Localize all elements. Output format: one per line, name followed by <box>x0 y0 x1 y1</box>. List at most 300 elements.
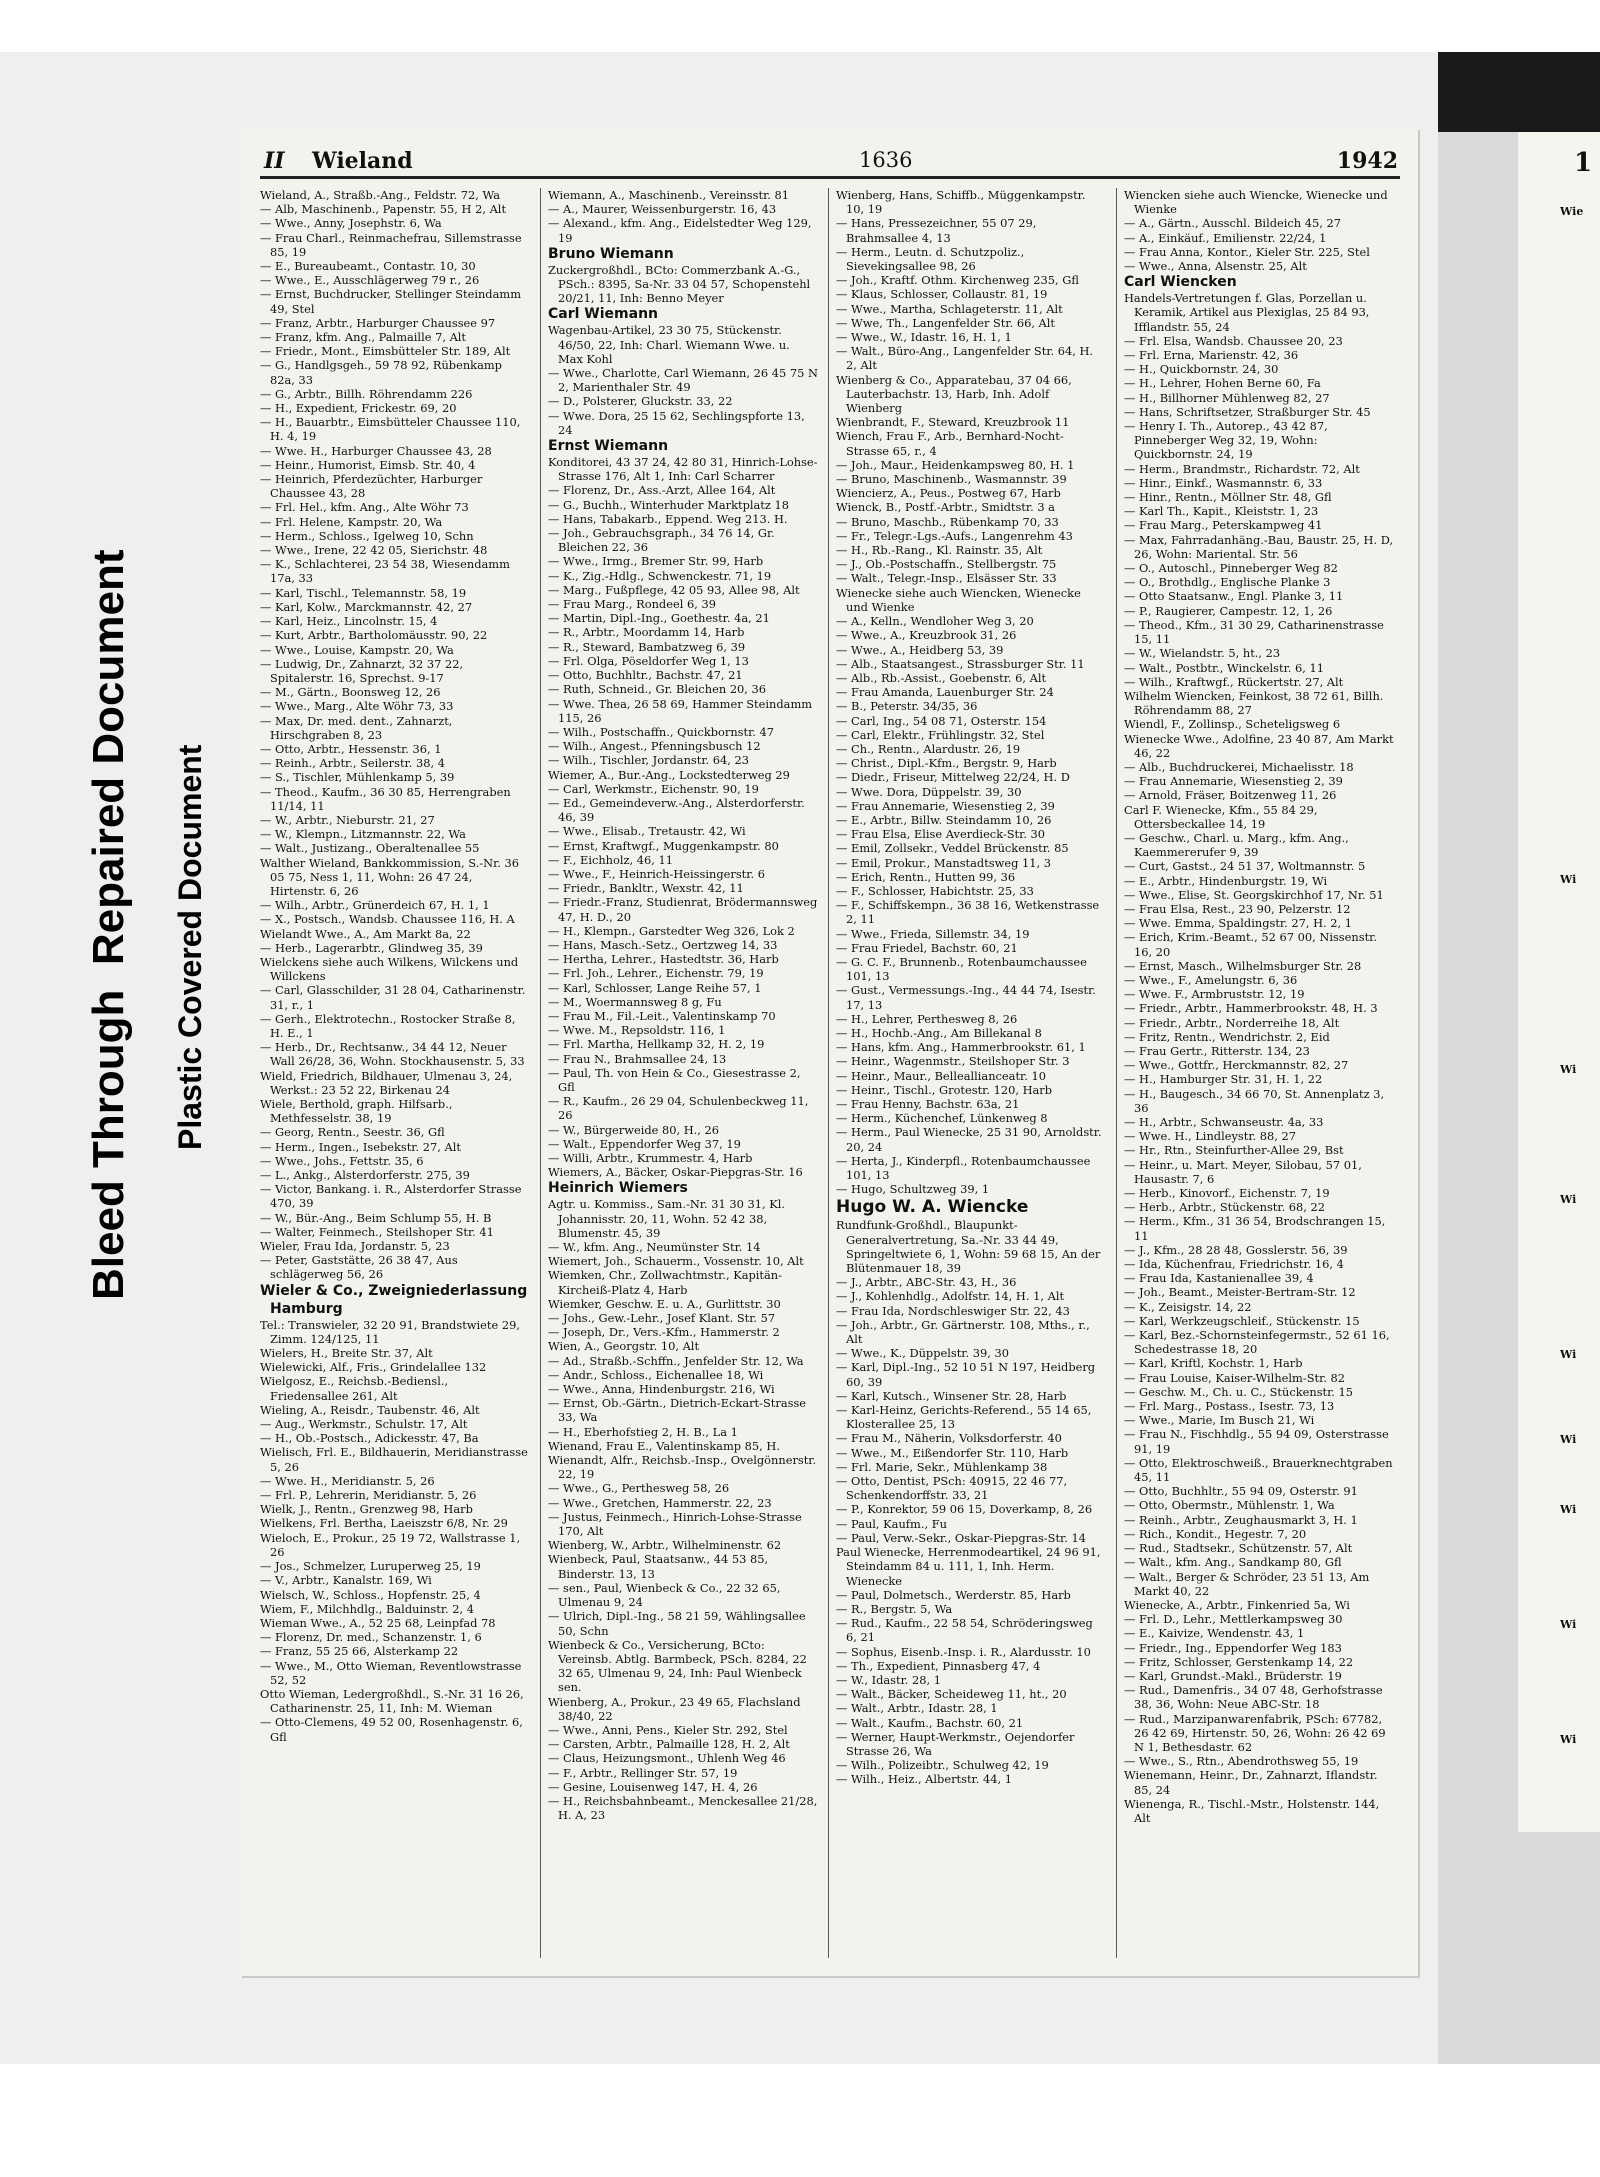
directory-entry: — P., Konrektor, 59 06 15, Doverkamp, 8, 26 <box>836 1502 1093 1517</box>
directory-entry: — Alb., Buchdruckerei, Michaelisstr. 18 <box>1124 759 1354 774</box>
directory-entry: — Wwe, Th., Langenfelder Str. 66, Alt <box>836 315 1056 330</box>
directory-entry: — Ulrich, Dipl.-Ing., 58 21 59, Wählingsallee 50, Schn <box>548 1609 806 1638</box>
directory-entry: — Johs., Gew.-Lehr., Josef Klant. Str. 57 <box>548 1311 776 1326</box>
directory-entry: Wienberg, Hans, Schiffb., Müggenkampstr. 10, 19 <box>836 188 1086 217</box>
directory-entry: — Wwe. Thea, 26 58 69, Hammer Steindamm 115, 26 <box>548 696 813 725</box>
directory-entry: — Franz, Arbtr., Harburger Chaussee 97 <box>260 315 496 330</box>
directory-entry: — Wwe., Irmg., Bremer Str. 99, Harb <box>548 554 764 569</box>
featured-entry: Carl Wiemann <box>548 306 659 323</box>
directory-entry: — J., Kfm., 28 28 48, Gosslerstr. 56, 39 <box>1124 1242 1348 1257</box>
directory-entry: — Heinr., Maur., Belleallianceatr. 10 <box>836 1068 1046 1083</box>
directory-entry: — Emil, Prokur., Manstadtsweg 11, 3 <box>836 855 1052 870</box>
directory-entry: Zuckergroßhdl., BCto: Commerzbank A.-G., PSch.: 8395, Sa-Nr. 33 04 57, Schopenstehl 20/21, 11, Inh: Benno Meyer <box>548 262 811 306</box>
directory-entry: — Wwe., Anna, Alsenstr. 25, Alt <box>1124 259 1307 274</box>
directory-entry: — Wwe., Gottfr., Herckmannstr. 82, 27 <box>1124 1058 1349 1073</box>
directory-entry: Wienenga, R., Tischl.-Mstr., Holstenstr. 144, Alt <box>1124 1796 1380 1825</box>
directory-entry: — J., Arbtr., ABC-Str. 43, H., 36 <box>836 1275 1017 1290</box>
directory-entry: — Herm., Kfm., 31 36 54, Brodschrangen 15, 11 <box>1124 1214 1386 1243</box>
directory-entry: — Joh., Beamt., Meister-Bertram-Str. 12 <box>1124 1285 1356 1300</box>
directory-entry: — Friedr., Mont., Eimsbütteler Str. 189, Alt <box>260 344 511 359</box>
directory-entry: — Wwe. Dora, 25 15 62, Sechlingspforte 13, 24 <box>548 408 805 437</box>
directory-entry: — Karl, Kolw., Marckmannstr. 42, 27 <box>260 599 473 614</box>
directory-entry: — Ch., Rentn., Alardustr. 26, 19 <box>836 741 1021 756</box>
directory-entry: Wien, A., Georgstr. 10, Alt <box>548 1339 700 1354</box>
directory-entry: — H., Klempn., Garstedter Weg 326, Lok 2 <box>548 923 795 938</box>
column-divider <box>1116 188 1117 1958</box>
directory-entry: — Emil, Zollsekr., Veddel Brückenstr. 85 <box>836 841 1069 856</box>
directory-entry: — H., Quickbornstr. 24, 30 <box>1124 362 1279 377</box>
directory-entry: — Walt., Kaufm., Bachstr. 60, 21 <box>836 1715 1024 1730</box>
directory-entry: — A., Einkäuf., Emilienstr. 22/24, 1 <box>1124 230 1327 245</box>
adjacent-page-fragment: Wi <box>1560 1348 1577 1361</box>
directory-entry: — E., Arbtr., Billw. Steindamm 10, 26 <box>836 812 1052 827</box>
directory-entry: Wiemann, A., Maschinenb., Vereinsstr. 81 <box>548 188 789 202</box>
directory-entry: Wienberg, A., Prokur., 23 49 65, Flachsland 38/40, 22 <box>548 1694 801 1723</box>
directory-entry: — Hans, Masch.-Setz., Oertzweg 14, 33 <box>548 937 778 952</box>
directory-entry: — Heinrich, Pferdezüchter, Harburger Chaussee 43, 28 <box>260 472 483 501</box>
directory-entry: — Frau M., Fil.-Leit., Valentinskamp 70 <box>548 1008 776 1023</box>
directory-entry: — Claus, Heizungsmont., Uhlenh Weg 46 <box>548 1751 786 1766</box>
directory-entry: — Franz, kfm. Ang., Palmaille 7, Alt <box>260 330 467 345</box>
directory-entry: — Paul, Verw.-Sekr., Oskar-Piepgras-Str. 14 <box>836 1530 1086 1545</box>
directory-entry: — Alexand., kfm. Ang., Eidelstedter Weg 129, 19 <box>548 216 812 245</box>
directory-entry: — E., Kaivize, Wendenstr. 43, 1 <box>1124 1626 1305 1641</box>
volume-number: II <box>264 148 285 174</box>
directory-entry: — Carl, Glasschilder, 31 28 04, Catharinenstr. 31, r., 1 <box>260 983 526 1012</box>
directory-entry: — Fr., Telegr.-Lgs.-Aufs., Langenrehm 43 <box>836 528 1073 543</box>
directory-entry: — Hans, Pressezeichner, 55 07 29, Brahmsallee 4, 13 <box>836 216 1037 245</box>
directory-entry: — Herm., Leutn. d. Schutzpoliz., Sievekingsallee 98, 26 <box>836 244 1025 274</box>
directory-entry: — Reinh., Arbtr., Zeughausmarkt 3, H. 1 <box>1124 1512 1358 1527</box>
directory-entry: — O., Autoschl., Pinneberger Weg 82 <box>1124 561 1338 576</box>
column-3 <box>836 188 1106 1958</box>
directory-entry: — Karl, Werkzeugschleif., Stückenstr. 15 <box>1124 1313 1360 1328</box>
directory-entry: — Florenz, Dr. med., Schanzenstr. 1, 6 <box>260 1630 482 1645</box>
directory-entry: — Hans, kfm. Ang., Hammerbrookstr. 61, 1 <box>836 1040 1086 1055</box>
directory-entry: — Frl. Hel., kfm. Ang., Alte Wöhr 73 <box>260 500 469 515</box>
directory-entry: — Frau Ida, Nordschleswiger Str. 22, 43 <box>836 1303 1070 1318</box>
directory-entry: — K., Zig.-Hdlg., Schwenckestr. 71, 19 <box>548 568 772 583</box>
directory-entry: — W., Idastr. 28, 1 <box>836 1672 942 1687</box>
directory-entry: — Erich, Rentn., Hutten 99, 36 <box>836 869 1016 884</box>
directory-entry: — Otto, Arbtr., Hessenstr. 36, 1 <box>260 741 442 756</box>
plastic-covered-label: Plastic Covered Document <box>172 744 208 1150</box>
directory-entry: — Ludwig, Dr., Zahnarzt, 32 37 22, Spitalerstr. 16, Sprechst. 9-17 <box>260 656 464 685</box>
directory-entry: — Friedr., Arbtr., Hammerbrookstr. 48, H. 3 <box>1124 1001 1378 1016</box>
directory-entry: — Karl-Heinz, Gerichts-Referend., 55 14 65, Klosterallee 25, 13 <box>836 1403 1092 1432</box>
directory-entry: — Theod., Kfm., 31 30 29, Catharinenstrasse 15, 11 <box>1124 617 1384 647</box>
directory-entry: — Walt., Eppendorfer Weg 37, 19 <box>548 1136 741 1151</box>
directory-entry: — H., Eberhofstieg 2, H. B., La 1 <box>548 1424 738 1439</box>
directory-entry: Wieland, A., Straßb.-Ang., Feldstr. 72, Wa <box>260 188 501 202</box>
directory-entry: — Frl. D., Lehr., Mettlerkampsweg 30 <box>1124 1612 1343 1627</box>
directory-entry: — F., Eichholz, 46, 11 <box>548 852 673 867</box>
directory-entry: — Hugo, Schultzweg 39, 1 <box>836 1182 990 1197</box>
directory-entry: — Wwe., G., Perthesweg 58, 26 <box>548 1481 730 1496</box>
directory-entry: — Frau Ida, Kastanienallee 39, 4 <box>1124 1271 1314 1286</box>
directory-entry: — Curt, Gastst., 24 51 37, Woltmannstr. 5 <box>1124 859 1366 874</box>
featured-entry: Bruno Wiemann <box>548 245 674 262</box>
adjacent-page-fragment: Wi <box>1560 1618 1577 1631</box>
directory-entry: — A., Gärtn., Ausschl. Bildeich 45, 27 <box>1124 216 1341 231</box>
directory-entry: — Herb., Arbtr., Stückenstr. 68, 22 <box>1124 1200 1326 1215</box>
directory-entry: Wienbrandt, F., Steward, Kreuzbrook 11 <box>836 415 1070 430</box>
directory-entry: — Wwe., Irene, 22 42 05, Sierichstr. 48 <box>260 543 488 558</box>
directory-entry: — Geschw. M., Ch. u. C., Stückenstr. 15 <box>1124 1384 1354 1399</box>
directory-entry: — Wwe., K., Düppelstr. 39, 30 <box>836 1346 1009 1361</box>
directory-entry: Wiemer, A., Bur.-Ang., Lockstedterweg 29 <box>548 767 790 782</box>
directory-entry: — H., Billhorner Mühlenweg 82, 27 <box>1124 390 1330 405</box>
directory-entry: — O., Brothdlg., Englische Planke 3 <box>1124 575 1331 590</box>
directory-entry: — H., Hamburger Str. 31, H. 1, 22 <box>1124 1072 1323 1087</box>
directory-entry: — Frau M., Näherin, Volksdorferstr. 40 <box>836 1431 1062 1446</box>
directory-entry: — Wwe. Dora, Düppelstr. 39, 30 <box>836 784 1022 799</box>
directory-entry: — Frau Charl., Reinmachefrau, Sillemstrasse 85, 19 <box>260 230 522 259</box>
featured-entry: Heinrich Wiemers <box>548 1180 688 1197</box>
directory-entry: Wieman Wwe., A., 52 25 68, Leinpfad 78 <box>260 1615 496 1630</box>
directory-entry: Wienecke Wwe., Adolfine, 23 40 87, Am Markt 46, 22 <box>1124 731 1394 760</box>
directory-entry: — Franz, 55 25 66, Alsterkamp 22 <box>260 1644 459 1659</box>
directory-entry: — Alb, Maschinenb., Papenstr. 55, H 2, Alt <box>260 202 507 217</box>
directory-entry: — Herta, J., Kinderpfl., Rotenbaumchaussee 101, 13 <box>836 1153 1091 1183</box>
directory-entry: — Frl. Erna, Marienstr. 42, 36 <box>1124 348 1299 363</box>
directory-entry: Wiemers, A., Bäcker, Oskar-Piepgras-Str. 16 <box>548 1165 803 1180</box>
directory-entry: Tel.: Transwieler, 32 20 91, Brandstwiete 29, Zimm. 124/125, 11 <box>260 1317 520 1346</box>
directory-entry: — Karl, Dipl.-Ing., 52 10 51 N 197, Heidberg 60, 39 <box>836 1360 1096 1389</box>
directory-entry: — W., Bür.-Ang., Beim Schlump 55, H. B <box>260 1210 492 1225</box>
directory-entry: Wiencierz, A., Peus., Postweg 67, Harb <box>836 486 1061 501</box>
directory-entry: — R., Steward, Bambatzweg 6, 39 <box>548 639 746 654</box>
directory-entry: — Rich., Kondit., Hegestr. 7, 20 <box>1124 1526 1307 1541</box>
directory-entry: — Herb., Kinovorf., Eichenstr. 7, 19 <box>1124 1186 1330 1201</box>
directory-entry: — R., Bergstr. 5, Wa <box>836 1601 953 1616</box>
directory-entry: — Joh., Maur., Heidenkampsweg 80, H. 1 <box>836 457 1075 472</box>
directory-entry: — Wwe., Frieda, Sillemstr. 34, 19 <box>836 926 1030 941</box>
directory-entry: — Wwe. H., Harburger Chaussee 43, 28 <box>260 443 492 458</box>
directory-entry: Handels-Vertretungen f. Glas, Porzellan u. Keramik, Artikel aus Plexiglas, 25 84 93, Ifflandstr. 55, 24 <box>1124 291 1370 334</box>
directory-entry: — Gerh., Elektrotechn., Rostocker Straße 8, H. E., 1 <box>260 1011 516 1040</box>
directory-entry: — Hans, Tabakarb., Eppend. Weg 213. H. <box>548 511 788 526</box>
directory-entry: — Frau Annemarie, Wiesenstieg 2, 39 <box>836 798 1055 813</box>
directory-entry: — W., Bürgerweide 80, H., 26 <box>548 1122 720 1137</box>
directory-entry: Wielsch, W., Schloss., Hopfenstr. 25, 4 <box>260 1587 481 1602</box>
header-rule <box>260 176 1400 179</box>
directory-entry: — H., Arbtr., Schwanseustr. 4a, 33 <box>1124 1115 1324 1129</box>
directory-entry: Wiench, Frau F., Arb., Bernhard-Nocht-Strasse 65, r., 4 <box>836 429 1064 458</box>
directory-entry: — Th., Expedient, Pinnasberg 47, 4 <box>836 1658 1041 1673</box>
directory-entry: — Karl, Kutsch., Winsener Str. 28, Harb <box>836 1388 1067 1403</box>
directory-entry: — Marg., Fußpflege, 42 05 93, Allee 98, Alt <box>548 582 800 597</box>
adjacent-page-fragment: Wi <box>1560 873 1577 886</box>
directory-entry: — F., Schiffskempn., 36 38 16, Wetkenstrasse 2, 11 <box>836 898 1100 927</box>
directory-entry: — Otto-Clemens, 49 52 00, Rosenhagenstr. 6, Gfl <box>260 1715 523 1744</box>
directory-entry: — A., Maurer, Weissenburgerstr. 16, 43 <box>548 202 777 217</box>
directory-entry: — Alb., Rb.-Assist., Goebenstr. 6, Alt <box>836 670 1047 685</box>
directory-entry: — Rud., Marzipanwarenfabrik, PSch: 67782, 26 42 69, Hirtenstr. 50, 26, Wohn: 26 42 69 N 1, Bethesdastr. 62 <box>1124 1711 1386 1754</box>
directory-entry: Wiencken siehe auch Wiencke, Wienecke und Wienke <box>1124 188 1388 217</box>
directory-entry: — Wwe., Marg., Alte Wöhr 73, 33 <box>260 699 454 714</box>
directory-entry: — Ad., Straßb.-Schffn., Jenfelder Str. 12, Wa <box>548 1353 804 1368</box>
directory-entry: — Bruno, Maschb., Rübenkamp 70, 33 <box>836 514 1059 529</box>
directory-entry: — Ida, Küchenfrau, Friedrichstr. 16, 4 <box>1124 1257 1344 1272</box>
directory-entry: Wiemker, Geschw. E. u. A., Gurlittstr. 30 <box>548 1296 781 1311</box>
directory-entry: — Wwe., Anna, Hindenburgstr. 216, Wi <box>548 1382 775 1397</box>
directory-entry: — Werner, Haupt-Werkmstr., Oejendorfer Strasse 26, Wa <box>836 1729 1075 1758</box>
directory-entry: Wiemert, Joh., Schauerm., Vossenstr. 10, Alt <box>548 1254 804 1269</box>
directory-entry: — Victor, Bankang. i. R., Alsterdorfer Strasse 470, 39 <box>260 1182 522 1211</box>
directory-entry: — Frau Marg., Rondeel 6, 39 <box>548 597 716 612</box>
directory-entry: Wienck, B., Postf.-Arbtr., Smidtstr. 3 a <box>836 500 1055 515</box>
directory-entry: — R., Kaufm., 26 29 04, Schulenbeckweg 11, 26 <box>548 1094 809 1123</box>
directory-entry: — Wwe. F., Armbruststr. 12, 19 <box>1124 987 1305 1002</box>
directory-entry: — Carl, Ing., 54 08 71, Osterstr. 154 <box>836 713 1047 728</box>
directory-entry: — Herm., Küchenchef, Lünkenweg 8 <box>836 1111 1048 1126</box>
directory-entry: — Friedr., Bankltr., Wexstr. 42, 11 <box>548 881 744 896</box>
directory-entry: — Heinr., Wagenmstr., Steilshoper Str. 3 <box>836 1054 1070 1069</box>
directory-entry: Wiem, F., Milchhdlg., Balduinstr. 2, 4 <box>260 1601 475 1616</box>
directory-entry: — Ernst, Ob.-Gärtn., Dietrich-Eckart-Strasse 33, Wa <box>548 1396 807 1425</box>
directory-entry: Wielewicki, Alf., Fris., Grindelallee 132 <box>260 1360 487 1375</box>
bleed-through-label <box>84 549 134 1300</box>
directory-entry: Wielckens siehe auch Wilkens, Wilckens und Willckens <box>260 954 519 984</box>
directory-entry: — Carl, Elektr., Frühlingstr. 32, Stel <box>836 727 1045 742</box>
directory-entry: Wiele, Berthold, graph. Hilfsarb., Methfesselstr. 38, 19 <box>260 1097 453 1126</box>
directory-entry: — Wilh., Postschaffn., Quickbornstr. 47 <box>548 724 775 739</box>
directory-entry: — Wwe., Anny, Josephstr. 6, Wa <box>260 216 442 231</box>
column-4 <box>1124 188 1394 1958</box>
directory-entry: — Frau N., Brahmsallee 24, 13 <box>548 1051 727 1066</box>
directory-entry: Wienandt, Alfr., Reichsb.-Insp., Ovelgönnerstr. 22, 19 <box>548 1453 817 1482</box>
directory-entry: — Wwe., E., Ausschlägerweg 79 r., 26 <box>260 273 480 288</box>
directory-entry: — Wwe., Marie, Im Busch 21, Wi <box>1124 1413 1315 1428</box>
directory-entry: — Paul, Th. von Hein & Co., Giesestrasse 2, Gfl <box>548 1065 801 1094</box>
directory-entry: Wielgosz, E., Reichsb.-Bediensl., Friedensallee 261, Alt <box>260 1374 449 1403</box>
directory-entry: Otto Wieman, Ledergroßhdl., S.-Nr. 31 16 26, Catharinenstr. 25, 11, Inh: M. Wieman <box>260 1686 524 1716</box>
adjacent-page-fragment: Wi <box>1560 1733 1577 1746</box>
directory-entry: — Karl Th., Kapit., Kleiststr. 1, 23 <box>1124 504 1319 519</box>
directory-entry: — Herm., Paul Wienecke, 25 31 90, Arnoldstr. 20, 24 <box>836 1125 1102 1154</box>
directory-entry: — Hans, Schriftsetzer, Straßburger Str. 45 <box>1124 404 1371 419</box>
directory-entry: Wieler, Frau Ida, Jordanstr. 5, 23 <box>260 1239 450 1254</box>
directory-entry: — Rud., Kaufm., 22 58 54, Schröderingsweg 6, 21 <box>836 1616 1093 1645</box>
directory-entry: Wielk, J., Rentn., Grenzweg 98, Harb <box>260 1502 473 1517</box>
directory-entry: — Frau Elsa, Rest., 23 90, Pelzerstr. 12 <box>1124 901 1351 916</box>
directory-entry: Wielkens, Frl. Bertha, Laeiszstr 6/8, Nr. 29 <box>260 1516 508 1531</box>
directory-entry: — Florenz, Dr., Ass.-Arzt, Allee 164, Alt <box>548 483 776 498</box>
directory-entry: Paul Wienecke, Herrenmodeartikel, 24 96 91, Steindamm 84 u. 111, 1, Inh. Herm. Wienecke <box>836 1545 1101 1588</box>
directory-entry: — H., Baugesch., 34 66 70, St. Annenplatz 3, 36 <box>1124 1086 1385 1115</box>
directory-entry: — P., Raugierer, Campestr. 12, 1, 26 <box>1124 603 1333 618</box>
directory-entry: — Ruth, Schneid., Gr. Bleichen 20, 36 <box>548 682 767 697</box>
adjacent-page <box>1518 132 1600 1832</box>
directory-entry: Konditorei, 43 37 24, 42 80 31, Hinrich-Lohse-Strasse 176, Alt 1, Inh: Carl Scharrer <box>548 455 818 484</box>
directory-entry: — Ernst, Kraftwgf., Muggenkampstr. 80 <box>548 838 779 853</box>
directory-entry: Wagenbau-Artikel, 23 30 75, Stückenstr. 46/50, 22, Inh: Charl. Wiemann Wwe. u. Max Kohl <box>548 323 790 366</box>
directory-entry: — G., Arbtr., Billh. Röhrendamm 226 <box>260 386 473 401</box>
directory-entry: — Wwe., F., Amelungstr. 6, 36 <box>1124 972 1298 987</box>
directory-entry: — Wwe., Johs., Fettstr. 35, 6 <box>260 1153 424 1168</box>
directory-entry: — G., Buchh., Winterhuder Marktplatz 18 <box>548 497 790 512</box>
directory-entry: — Frl. Helene, Kampstr. 20, Wa <box>260 514 443 529</box>
directory-entry: — Walt., Telegr.-Insp., Elsässer Str. 33 <box>836 571 1057 586</box>
directory-entry: — F., Arbtr., Rellinger Str. 57, 19 <box>548 1765 738 1780</box>
directory-entry: — W., kfm. Ang., Neumünster Str. 14 <box>548 1240 761 1255</box>
directory-entry: — Karl, Kriftl, Kochstr. 1, Harb <box>1124 1356 1303 1371</box>
directory-entry: — Wilh., Heiz., Albertstr. 44, 1 <box>836 1772 1012 1787</box>
directory-entry: — Wilh., Angest., Pfenningsbusch 12 <box>548 739 761 754</box>
directory-entry: — Frl. P., Lehrerin, Meridianstr. 5, 26 <box>260 1488 477 1503</box>
directory-entry: — V., Arbtr., Kanalstr. 169, Wi <box>260 1573 432 1588</box>
directory-entry: — Frau Annemarie, Wiesenstieg 2, 39 <box>1124 774 1343 789</box>
directory-entry: Wienberg & Co., Apparatebau, 37 04 66, Lauterbachstr. 13, Harb, Inh. Adolf Wienberg <box>836 372 1072 416</box>
directory-entry: — Frl. Marie, Sekr., Mühlenkamp 38 <box>836 1459 1048 1474</box>
directory-entry: — B., Peterstr. 34/35, 36 <box>836 699 978 714</box>
directory-entry: — Otto, Obermstr., Mühlenstr. 1, Wa <box>1124 1498 1335 1513</box>
directory-entry: — W., Klempn., Litzmannstr. 22, Wa <box>260 827 466 842</box>
directory-entry: Wiemken, Chr., Zollwachtmstr., Kapitän-Kircheiß-Platz 4, Harb <box>548 1268 782 1297</box>
directory-entry: — Joh., Gebrauchsgraph., 34 76 14, Gr. Bleichen 22, 36 <box>548 526 775 555</box>
directory-entry: — Walt., Bäcker, Scheideweg 11, ht., 20 <box>836 1687 1067 1702</box>
directory-entry: — Herb., Dr., Rechtsanw., 34 44 12, Neuer Wall 26/28, 36, Wohn. Stockhausenstr. 5, 33 <box>260 1040 525 1069</box>
column-1 <box>260 188 530 1958</box>
directory-entry: Wiendl, F., Zollinsp., Scheteligsweg 6 <box>1124 717 1341 732</box>
directory-entry: Agtr. u. Kommiss., Sam.-Nr. 31 30 31, Kl. Johannisstr. 20, 11, Wohn. 52 42 38, Blumenstr. 45, 39 <box>548 1197 785 1240</box>
directory-entry: — Kurt, Arbtr., Bartholomäusstr. 90, 22 <box>260 628 488 643</box>
directory-entry: — Wwe. M., Repsoldstr. 116, 1 <box>548 1023 726 1038</box>
adjacent-page-fragment: Wi <box>1560 1433 1577 1446</box>
directory-entry: — Herb., Lagerarbtr., Glindweg 35, 39 <box>260 940 483 955</box>
featured-entry: Carl Wiencken <box>1124 274 1237 291</box>
directory-entry: Wieling, A., Reisdr., Taubenstr. 46, Alt <box>260 1402 480 1417</box>
directory-entry: — Ernst, Buchdrucker, Stellinger Steindamm 49, Stel <box>260 287 521 316</box>
directory-entry: — M., Woermannsweg 8 g, Fu <box>548 994 722 1009</box>
adjacent-page-fragment: Wi <box>1560 1193 1577 1206</box>
directory-entry: Wilhelm Wiencken, Feinkost, 38 72 61, Billh. Röhrendamm 88, 27 <box>1124 688 1384 718</box>
directory-entry: — Ed., Gemeindeverw.-Ang., Alsterdorferstr. 46, 39 <box>548 795 805 825</box>
directory-entry: — Herm., Brandmstr., Richardstr. 72, Alt <box>1124 461 1360 476</box>
directory-entry: — Frau Anna, Kontor., Kieler Str. 225, Stel <box>1124 244 1370 259</box>
directory-entry: — Aug., Werkmstr., Schulstr. 17, Alt <box>260 1417 468 1432</box>
directory-entry: — Wwe. Emma, Spaldingstr. 27, H. 2, 1 <box>1124 916 1352 931</box>
directory-entry: — F., Schlosser, Habichtstr. 25, 33 <box>836 883 1034 898</box>
directory-entry: — Otto, Dentist, PSch: 40915, 22 46 77, Schenkendorffstr. 33, 21 <box>836 1474 1068 1503</box>
directory-entry: — Frau Louise, Kaiser-Wilhelm-Str. 82 <box>1124 1370 1346 1385</box>
directory-entry: — Wwe., S., Rtn., Abendrothsweg 55, 19 <box>1124 1754 1359 1769</box>
directory-entry: — Wwe., Anni, Pens., Kieler Str. 292, Stel <box>548 1722 788 1737</box>
directory-entry: — Walt., Justizang., Oberaltenallee 55 <box>260 841 480 856</box>
directory-entry: Wienbeck & Co., Versicherung, BCto: Vereinsb. Abtlg. Barmbeck, PSch. 8284, 22 32 65, Ulmenau 9, 24, Inh: Paul Wienbeck sen. <box>548 1637 807 1695</box>
featured-entry: Ernst Wiemann <box>548 438 669 455</box>
directory-entry: — Wwe., Charlotte, Carl Wiemann, 26 45 75 N 2, Marienthaler Str. 49 <box>548 366 818 395</box>
directory-entry: — Carl, Werkmstr., Eichenstr. 90, 19 <box>548 781 759 796</box>
directory-entry: — Frau Friedel, Bachstr. 60, 21 <box>836 940 1018 955</box>
directory-entry: — J., Kohlenhdlg., Adolfstr. 14, H. 1, Alt <box>836 1289 1065 1304</box>
directory-entry: — Wwe. H., Meridianstr. 5, 26 <box>260 1473 435 1488</box>
directory-entry: — Wwe., W., Idastr. 16, H. 1, 1 <box>836 330 1012 345</box>
directory-page <box>240 128 1418 1976</box>
directory-entry: — Frl. Joh., Lehrer., Eichenstr. 79, 19 <box>548 966 764 981</box>
directory-entry: — sen., Paul, Wienbeck & Co., 22 32 65, Ulmenau 9, 24 <box>548 1580 781 1610</box>
directory-entry: Walther Wieland, Bankkommission, S.-Nr. 36 05 75, Ness 1, 11, Wohn: 26 47 24, Hirtenstr. 6, 26 <box>260 855 520 898</box>
directory-entry: — Theod., Kaufm., 36 30 85, Herrengraben 11/14, 11 <box>260 784 511 813</box>
directory-entry: — Arnold, Fräser, Boitzenweg 11, 26 <box>1124 788 1337 803</box>
directory-entry: — Friedr., Ing., Eppendorfer Weg 183 <box>1124 1640 1342 1655</box>
directory-entry: — Martin, Dipl.-Ing., Goethestr. 4a, 21 <box>548 611 770 626</box>
directory-entry: Carl F. Wienecke, Kfm., 55 84 29, Ottersbeckallee 14, 19 <box>1124 802 1318 831</box>
directory-entry: Wienberg, W., Arbtr., Wilhelminenstr. 62 <box>548 1538 782 1553</box>
repaired-text: Repaired Document <box>84 549 133 966</box>
directory-entry: — Gust., Vermessungs.-Ing., 44 44 74, Isestr. 17, 13 <box>836 983 1096 1012</box>
directory-entry: — X., Postsch., Wandsb. Chaussee 116, H. A <box>260 912 515 927</box>
directory-entry: — Friedr.-Franz, Studienrat, Brödermannsweg 47, H. D., 20 <box>548 895 818 924</box>
directory-entry: — Friedr., Arbtr., Norderreihe 18, Alt <box>1124 1015 1340 1030</box>
column-divider <box>540 188 541 1958</box>
directory-entry: — Frl. Marg., Postass., Isestr. 73, 13 <box>1124 1399 1335 1414</box>
adjacent-page-fragment: Wie <box>1560 205 1584 218</box>
directory-entry: Wield, Friedrich, Bildhauer, Ulmenau 3, 24, Werkst.: 23 52 22, Birkenau 24 <box>260 1068 513 1097</box>
directory-entry: — R., Arbtr., Moordamm 14, Harb <box>548 625 745 640</box>
directory-entry: — Wilh., Arbtr., Grünerdeich 67, H. 1, 1 <box>260 898 490 913</box>
directory-entry: — Klaus, Schlosser, Collaustr. 81, 19 <box>836 287 1048 302</box>
directory-entry: — Wilh., Polizeibtr., Schulweg 42, 19 <box>836 1758 1049 1773</box>
directory-entry: — Gesine, Louisenweg 147, H. 4, 26 <box>548 1779 758 1794</box>
directory-entry: — K., Schlachterei, 23 54 38, Wiesendamm 17a, 33 <box>260 557 510 586</box>
directory-entry: — H., Bauarbtr., Eimsbütteler Chaussee 110, H. 4, 19 <box>260 415 521 444</box>
directory-entry: — Frau Marg., Peterskampweg 41 <box>1124 518 1323 533</box>
directory-entry: — Walt., Büro-Ang., Langenfelder Str. 64, H. 2, Alt <box>836 344 1094 373</box>
directory-entry: — E., Arbtr., Hindenburgstr. 19, Wi <box>1124 873 1328 888</box>
directory-entry: — Henry I. Th., Autorep., 43 42 87, Pinneberger Weg 32, 19, Wohn: Quickbornstr. 24, 19 <box>1124 419 1328 462</box>
directory-entry: — M., Gärtn., Boonsweg 12, 26 <box>260 685 441 700</box>
featured-entry: Hugo W. A. Wiencke <box>836 1197 1029 1218</box>
directory-entry: — H., Ob.-Postsch., Adickesstr. 47, Ba <box>260 1431 479 1446</box>
directory-entry: — Fritz, Schlosser, Gerstenkamp 14, 22 <box>1124 1654 1354 1669</box>
directory-entry: — W., Wielandstr. 5, ht., 23 <box>1124 646 1281 661</box>
directory-entry: — Frau Amanda, Lauenburger Str. 24 <box>836 685 1054 700</box>
directory-entry: Wielisch, Frl. E., Bildhauerin, Meridianstrasse 5, 26 <box>260 1445 528 1474</box>
directory-entry: — Wwe., Louise, Kampstr. 20, Wa <box>260 642 454 657</box>
directory-entry: — G. C. F., Brunnenb., Rotenbaumchaussee 101, 13 <box>836 954 1087 984</box>
directory-entry: — Wwe., Elisab., Tretaustr. 42, Wi <box>548 824 746 839</box>
directory-entry: — Bruno, Maschinenb., Wasmannstr. 39 <box>836 472 1067 487</box>
directory-entry: — Karl, Grundst.-Makl., Brüderstr. 19 <box>1124 1668 1342 1683</box>
directory-entry: — Walt., Arbtr., Idastr. 28, 1 <box>836 1701 998 1716</box>
directory-entry: — S., Tischler, Mühlenkamp 5, 39 <box>260 770 455 785</box>
directory-entry: — H., Lehrer, Perthesweg 8, 26 <box>836 1011 1018 1026</box>
directory-entry: — Walt., kfm. Ang., Sandkamp 80, Gfl <box>1124 1555 1342 1570</box>
directory-entry: — Herm., Schloss., Igelweg 10, Schn <box>260 528 474 543</box>
directory-entry: — Otto, Buchhltr., Bachstr. 47, 21 <box>548 668 743 683</box>
page-number: 1636 <box>859 148 913 172</box>
directory-entry: — Frau Gertr., Ritterstr. 134, 23 <box>1124 1043 1310 1058</box>
column-2 <box>548 188 818 1958</box>
directory-entry: — Otto, Buchhltr., 55 94 09, Osterstr. 91 <box>1124 1484 1358 1499</box>
directory-entry: — A., Kelln., Wendloher Weg 3, 20 <box>836 614 1034 629</box>
degradation-labels <box>84 320 214 1320</box>
dark-scan-edge <box>1438 52 1600 132</box>
directory-entry: — Frl. Elsa, Wandsb. Chaussee 20, 23 <box>1124 333 1343 348</box>
directory-entry: — Frl. Olga, Pöseldorfer Weg 1, 13 <box>548 653 749 668</box>
directory-entry: — Max, Fahrradanhäng.-Bau, Baustr. 25, H. D, 26, Wohn: Mariental. Str. 56 <box>1124 532 1394 561</box>
directory-entry: — Hinr., Einkf., Wasmannstr. 6, 33 <box>1124 475 1323 490</box>
directory-entry: — Joh., Arbtr., Gr. Gärtnerstr. 108, Mths., r., Alt <box>836 1317 1090 1347</box>
directory-entry: — Frau Henny, Bachstr. 63a, 21 <box>836 1097 1020 1111</box>
directory-entry: — Otto Staatsanw., Engl. Planke 3, 11 <box>1124 589 1344 604</box>
directory-entry: — Reinh., Arbtr., Seilerstr. 38, 4 <box>260 756 445 771</box>
directory-entry: — Wwe., M., Eißendorfer Str. 110, Harb <box>836 1445 1069 1460</box>
directory-entry: — Frau N., Fischhdlg., 55 94 09, Osterstrasse 91, 19 <box>1124 1427 1389 1456</box>
directory-entry: — Walter, Feinmech., Steilshoper Str. 41 <box>260 1224 494 1239</box>
